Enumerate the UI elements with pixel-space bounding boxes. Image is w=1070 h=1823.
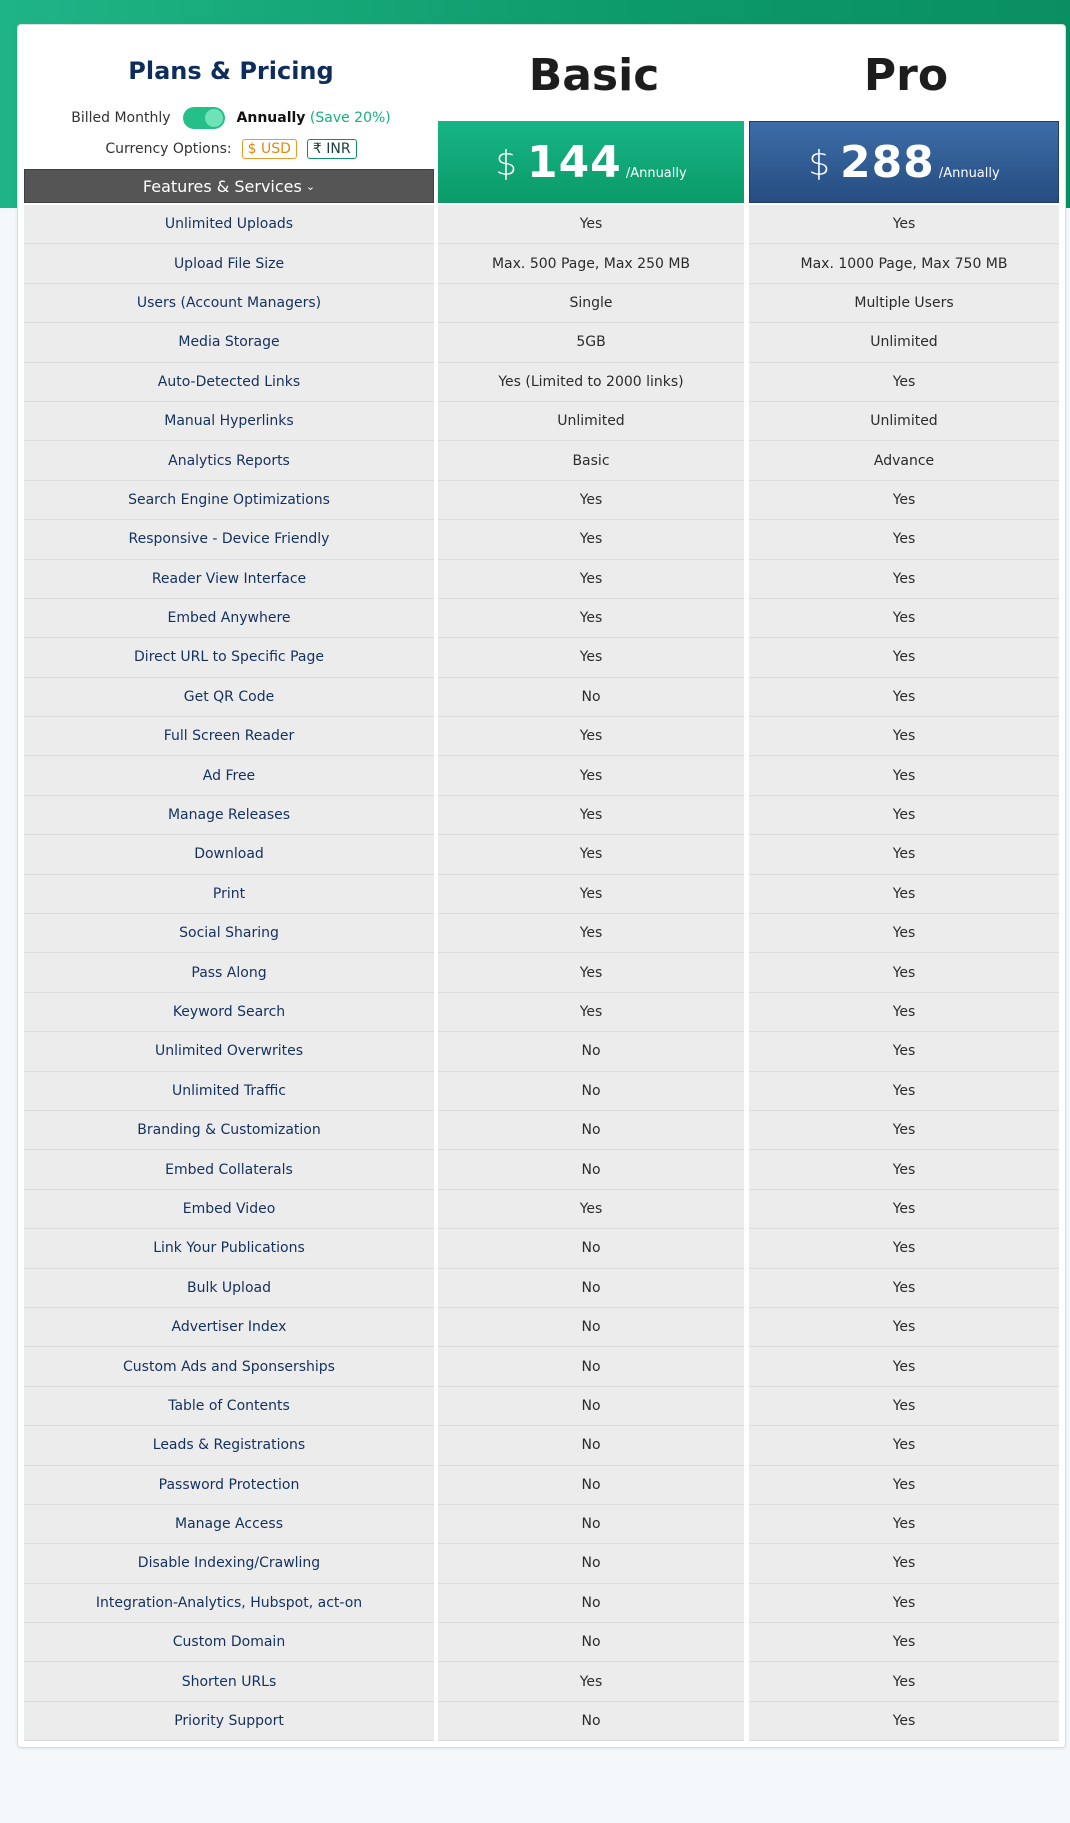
chevron-down-icon: ⌄ [305,179,316,193]
basic-value-cell: No [438,678,744,717]
basic-value-cell: Single [438,284,744,323]
basic-value-cell: Yes [438,914,744,953]
basic-value-cell: No [438,1584,744,1623]
pro-value-cell: Yes [749,1662,1059,1701]
billing-toggle[interactable] [183,107,225,129]
table-row [24,481,1059,520]
pricing-header [18,25,1065,205]
pro-value-cell: Yes [749,756,1059,795]
feature-name-cell: Integration-Analytics, Hubspot, act-on [24,1584,434,1623]
pro-value-cell: Yes [749,717,1059,756]
save-note: (Save 20%) [309,110,391,126]
pro-value-cell: Yes [749,1150,1059,1189]
feature-name-cell: Link Your Publications [24,1229,434,1268]
pro-value-cell: Yes [749,520,1059,559]
basic-value-cell: No [438,1229,744,1268]
pro-value-cell: Yes [749,205,1059,244]
table-row [24,1111,1059,1150]
currency-options [18,139,444,159]
table-row [24,1466,1059,1505]
table-row [24,1662,1059,1701]
pro-value-cell: Yes [749,678,1059,717]
pro-value-cell: Yes [749,835,1059,874]
feature-name-cell: Shorten URLs [24,1662,434,1701]
basic-value-cell: Yes [438,875,744,914]
price-currency-symbol: $ [808,144,830,184]
basic-value-cell: Yes [438,599,744,638]
basic-value-cell: Yes [438,481,744,520]
basic-value-cell: Yes [438,560,744,599]
table-row [24,402,1059,441]
pro-value-cell: Yes [749,1466,1059,1505]
price-amount: 288 [839,136,935,188]
table-row [24,1308,1059,1347]
feature-name-cell: Advertiser Index [24,1308,434,1347]
basic-value-cell: No [438,1544,744,1583]
feature-name-cell: Leads & Registrations [24,1426,434,1465]
table-row [24,1702,1059,1741]
basic-value-cell: No [438,1426,744,1465]
annually-label: Annually [236,110,306,126]
pro-value-cell: Yes [749,1111,1059,1150]
pro-value-cell: Yes [749,1387,1059,1426]
pro-value-cell: Yes [749,1229,1059,1268]
pro-value-cell: Multiple Users [749,284,1059,323]
pro-value-cell: Unlimited [749,323,1059,362]
pro-value-cell: Unlimited [749,402,1059,441]
feature-name-cell: Unlimited Uploads [24,205,434,244]
feature-name-cell: Password Protection [24,1466,434,1505]
feature-name-cell: Embed Collaterals [24,1150,434,1189]
basic-value-cell: Yes [438,638,744,677]
annually-option[interactable] [237,110,391,126]
pro-value-cell: Yes [749,914,1059,953]
table-row [24,953,1059,992]
billed-monthly-label[interactable]: Billed Monthly [71,110,171,126]
feature-name-cell: Branding & Customization [24,1111,434,1150]
feature-name-cell: Ad Free [24,756,434,795]
basic-value-cell: Yes [438,835,744,874]
table-row [24,1269,1059,1308]
basic-value-cell: Basic [438,441,744,480]
basic-value-cell: Yes [438,953,744,992]
table-row [24,1584,1059,1623]
table-row [24,1544,1059,1583]
table-row [24,914,1059,953]
table-row [24,717,1059,756]
features-label: Features & Services [142,176,302,196]
basic-value-cell: No [438,1387,744,1426]
pro-value-cell: Yes [749,481,1059,520]
basic-value-cell: No [438,1702,744,1741]
price-currency-symbol: $ [495,144,517,184]
pro-value-cell: Advance [749,441,1059,480]
basic-value-cell: Yes [438,756,744,795]
table-row [24,678,1059,717]
basic-value-cell: No [438,1505,744,1544]
feature-name-cell: Table of Contents [24,1387,434,1426]
basic-value-cell: No [438,1347,744,1386]
basic-value-cell: Yes [438,1662,744,1701]
feature-name-cell: Keyword Search [24,993,434,1032]
table-row [24,560,1059,599]
basic-value-cell: No [438,1111,744,1150]
basic-value-cell: Yes [438,1190,744,1229]
table-row [24,1032,1059,1071]
pro-value-cell: Yes [749,1072,1059,1111]
feature-name-cell: Manual Hyperlinks [24,402,434,441]
pro-value-cell: Yes [749,1032,1059,1071]
table-row [24,1387,1059,1426]
feature-name-cell: Full Screen Reader [24,717,434,756]
price-amount: 144 [526,136,622,188]
basic-value-cell: Yes [438,205,744,244]
pro-value-cell: Yes [749,560,1059,599]
currency-inr-button[interactable]: ₹ INR [307,139,357,159]
basic-value-cell: No [438,1072,744,1111]
pro-value-cell: Yes [749,993,1059,1032]
table-row [24,1190,1059,1229]
basic-value-cell: Yes [438,520,744,559]
billing-toggle-row [18,107,444,129]
toggle-knob [205,109,223,127]
currency-usd-button[interactable]: $ USD [242,139,297,159]
table-row [24,1623,1059,1662]
table-row [24,441,1059,480]
table-row [24,323,1059,362]
features-dropdown[interactable] [24,169,434,203]
feature-name-cell: Direct URL to Specific Page [24,638,434,677]
basic-value-cell: Max. 500 Page, Max 250 MB [438,244,744,283]
table-row [24,205,1059,244]
feature-name-cell: Embed Video [24,1190,434,1229]
feature-name-cell: Search Engine Optimizations [24,481,434,520]
feature-name-cell: Manage Releases [24,796,434,835]
feature-name-cell: Upload File Size [24,244,434,283]
feature-name-cell: Pass Along [24,953,434,992]
plan-pro-price [749,121,1059,203]
feature-name-cell: Users (Account Managers) [24,284,434,323]
feature-name-cell: Analytics Reports [24,441,434,480]
pro-value-cell: Yes [749,1190,1059,1229]
feature-name-cell: Media Storage [24,323,434,362]
pro-value-cell: Yes [749,1308,1059,1347]
basic-value-cell: No [438,1150,744,1189]
table-row [24,796,1059,835]
basic-value-cell: No [438,1623,744,1662]
price-period: /Annually [938,165,1000,181]
plan-basic-name: Basic [528,50,660,101]
pro-value-cell: Yes [749,1269,1059,1308]
basic-value-cell: Unlimited [438,402,744,441]
pro-value-cell: Yes [749,875,1059,914]
feature-name-cell: Social Sharing [24,914,434,953]
table-row [24,1347,1059,1386]
feature-name-cell: Disable Indexing/Crawling [24,1544,434,1583]
pro-value-cell: Yes [749,1347,1059,1386]
feature-name-cell: Unlimited Overwrites [24,1032,434,1071]
table-row [24,1505,1059,1544]
table-row [24,244,1059,283]
feature-name-cell: Get QR Code [24,678,434,717]
plan-basic-price [438,121,744,203]
basic-value-cell: No [438,1466,744,1505]
table-row [24,363,1059,402]
feature-name-cell: Bulk Upload [24,1269,434,1308]
feature-table [24,205,1059,1741]
table-row [24,835,1059,874]
table-row [24,1150,1059,1189]
pro-value-cell: Yes [749,1505,1059,1544]
table-row [24,520,1059,559]
pro-value-cell: Yes [749,1623,1059,1662]
table-row [24,756,1059,795]
feature-name-cell: Download [24,835,434,874]
table-row [24,1072,1059,1111]
table-row [24,599,1059,638]
pro-value-cell: Yes [749,363,1059,402]
pro-value-cell: Yes [749,953,1059,992]
table-row [24,638,1059,677]
feature-name-cell: Unlimited Traffic [24,1072,434,1111]
basic-value-cell: Yes [438,717,744,756]
pro-value-cell: Yes [749,1426,1059,1465]
table-row [24,1229,1059,1268]
pro-value-cell: Yes [749,796,1059,835]
feature-name-cell: Custom Domain [24,1623,434,1662]
basic-value-cell: Yes (Limited to 2000 links) [438,363,744,402]
feature-name-cell: Print [24,875,434,914]
pro-value-cell: Yes [749,599,1059,638]
feature-name-cell: Auto-Detected Links [24,363,434,402]
pro-value-cell: Yes [749,1584,1059,1623]
basic-value-cell: No [438,1032,744,1071]
pro-value-cell: Max. 1000 Page, Max 750 MB [749,244,1059,283]
feature-name-cell: Responsive - Device Friendly [24,520,434,559]
table-row [24,1426,1059,1465]
table-row [24,993,1059,1032]
pro-value-cell: Yes [749,1702,1059,1741]
feature-name-cell: Embed Anywhere [24,599,434,638]
table-row [24,875,1059,914]
feature-name-cell: Custom Ads and Sponserships [24,1347,434,1386]
table-row [24,284,1059,323]
basic-value-cell: Yes [438,796,744,835]
currency-label: Currency Options: [105,141,232,157]
page-title: Plans & Pricing [128,57,334,85]
pro-value-cell: Yes [749,1544,1059,1583]
basic-value-cell: 5GB [438,323,744,362]
plan-pro-name: Pro [863,50,949,101]
feature-name-cell: Manage Access [24,1505,434,1544]
feature-name-cell: Priority Support [24,1702,434,1741]
feature-name-cell: Reader View Interface [24,560,434,599]
basic-value-cell: No [438,1269,744,1308]
basic-value-cell: No [438,1308,744,1347]
pricing-card [17,24,1066,1748]
basic-value-cell: Yes [438,993,744,1032]
pro-value-cell: Yes [749,638,1059,677]
price-period: /Annually [625,165,687,181]
